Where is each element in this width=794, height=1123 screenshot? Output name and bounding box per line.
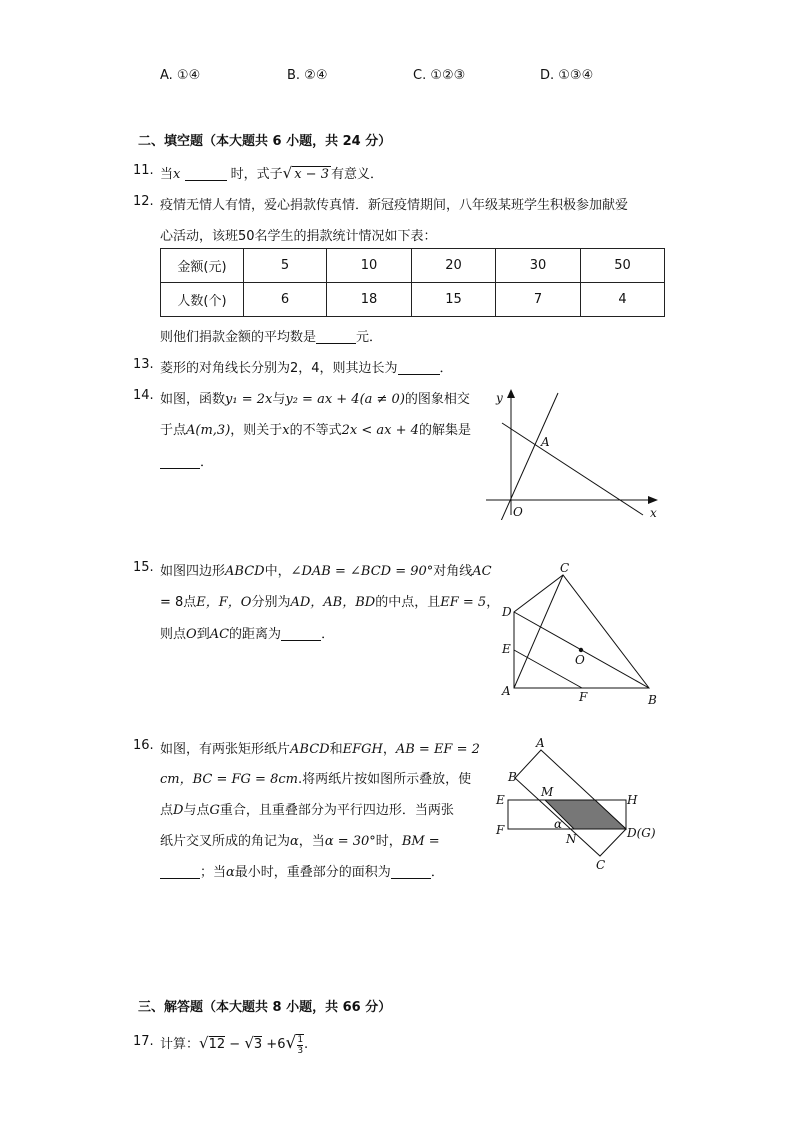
question-11-text: 当x 时，式子√ x − 3 有意义． [160, 164, 383, 182]
x-axis-arrow-icon [648, 496, 658, 504]
label-y: y [496, 391, 503, 405]
label-m: M [541, 785, 554, 799]
label-c: C [596, 858, 606, 872]
table-cell: 15 [412, 283, 496, 317]
label-d: D [502, 605, 512, 619]
diagonal-ac [514, 575, 563, 688]
fraction: $\frac{1}{3}$ [297, 1034, 304, 1056]
answer-blank-11 [185, 166, 227, 181]
label-a: A [536, 736, 545, 750]
label-f: F [496, 823, 505, 837]
donation-table [160, 248, 665, 317]
option-b: B. ②④ [287, 68, 328, 83]
label-origin: O [513, 505, 523, 519]
table-row [161, 283, 665, 317]
question-15-line2: = 8点E，F，O分别为AD，AB，BD的中点，且EF = 5， [160, 595, 500, 610]
question-number-14: 14. [133, 388, 154, 403]
label-a: A [502, 684, 511, 698]
label-f: F [579, 690, 588, 704]
answer-blank-16b [391, 864, 431, 879]
line-y1 [501, 393, 558, 520]
question-17-text: 计算：√12 − √3 +6√ $\frac{1}{3}$ . [160, 1033, 309, 1056]
table-cell: 50 [581, 249, 665, 283]
answer-blank-12 [316, 329, 356, 344]
question-number-17: 17. [133, 1034, 154, 1049]
answer-blank-15 [281, 626, 321, 641]
section-title-fill-blank: 二、填空题（本大题共 6 小题，共 24 分） [138, 134, 392, 149]
option-d: D. ①③④ [540, 68, 594, 83]
label-h: H [627, 793, 638, 807]
sqrt-sign-icon: √ [285, 1033, 297, 1053]
figure-15-quadrilateral [496, 558, 666, 708]
table-cell: 18 [327, 283, 412, 317]
question-12-line1: 疫情无情人有情，爱心捐款传真情．新冠疫情期间，八年级某班学生积极参加献爱 [160, 198, 629, 213]
question-16-line2: cm，BC = FG = 8cm.将两纸片按如图所示叠放，使 [160, 772, 472, 787]
table-row [161, 249, 665, 283]
table-cell: 5 [244, 249, 327, 283]
line-y2 [502, 423, 643, 515]
question-number-15: 15. [133, 560, 154, 575]
question-15-line3: 则点O到AC的距离为 ． [160, 627, 335, 642]
question-16-line1: 如图，有两张矩形纸片ABCD和EFGH，AB = EF = 2 [160, 742, 480, 757]
question-15-line1: 如图四边形ABCD中，∠DAB = ∠BCD = 90°对角线AC [160, 564, 492, 579]
figure-16-rectangles [490, 730, 670, 875]
figure-14-graph [478, 385, 668, 520]
question-number-16: 16. [133, 738, 154, 753]
point-o [579, 648, 583, 652]
question-16-line4: 纸片交叉所成的角记为α，当α = 30°时，BM = [160, 834, 440, 849]
question-number-11: 11. [133, 163, 154, 178]
table-cell: 6 [244, 283, 327, 317]
question-number-13: 13. [133, 357, 154, 372]
table-cell: 7 [496, 283, 581, 317]
question-13-text: 菱形的对角线长分别为2，4，则其边长为 ． [160, 361, 453, 376]
label-dg: D(G) [627, 826, 656, 840]
answer-blank-16a [160, 864, 200, 879]
option-c: C. ①②③ [413, 68, 466, 83]
label-b: B [648, 693, 657, 707]
question-16-line5: ；当α最小时，重叠部分的面积为 ． [160, 861, 444, 880]
question-number-12: 12. [133, 194, 154, 209]
answer-blank-14 [160, 454, 200, 469]
section-title-solutions: 三、解答题（本大题共 8 小题，共 66 分） [138, 1000, 392, 1015]
table-header-amount: 金额(元) [161, 249, 244, 283]
question-16-line3: 点D与点G重合，且重叠部分为平行四边形．当两张 [160, 803, 454, 818]
label-o: O [575, 653, 585, 667]
sqrt-sign-icon: √ [244, 1034, 254, 1052]
sqrt-sign-icon: √ [199, 1034, 209, 1052]
table-cell: 20 [412, 249, 496, 283]
table-cell: 10 [327, 249, 412, 283]
label-alpha: α [554, 817, 563, 831]
label-b: B [508, 770, 517, 784]
quadrilateral-abcd [514, 575, 649, 688]
question-14-line3: ． [160, 451, 213, 470]
label-point-a: A [541, 435, 550, 449]
label-x: x [650, 506, 657, 520]
table-cell: 30 [496, 249, 581, 283]
question-12-after: 则他们捐款金额的平均数是 元． [160, 330, 383, 345]
option-a: A. ①④ [160, 68, 201, 83]
table-header-count: 人数(个) [161, 283, 244, 317]
question-12-line2: 心活动，该班50名学生的捐款统计情况如下表： [160, 229, 437, 244]
answer-blank-13 [398, 360, 440, 375]
table-cell: 4 [581, 283, 665, 317]
question-14-line1: 如图，函数y₁ = 2x与y₂ = ax + 4(a ≠ 0)的图象相交 [160, 392, 470, 407]
label-c: C [560, 561, 570, 575]
label-n: N [566, 832, 577, 846]
label-e: E [496, 793, 505, 807]
question-14-line2: 于点A(m,3)，则关于x的不等式2x < ax + 4的解集是 [160, 423, 471, 438]
label-e: E [502, 642, 511, 656]
segment-ef [514, 650, 582, 688]
y-axis-arrow-icon [507, 389, 515, 398]
